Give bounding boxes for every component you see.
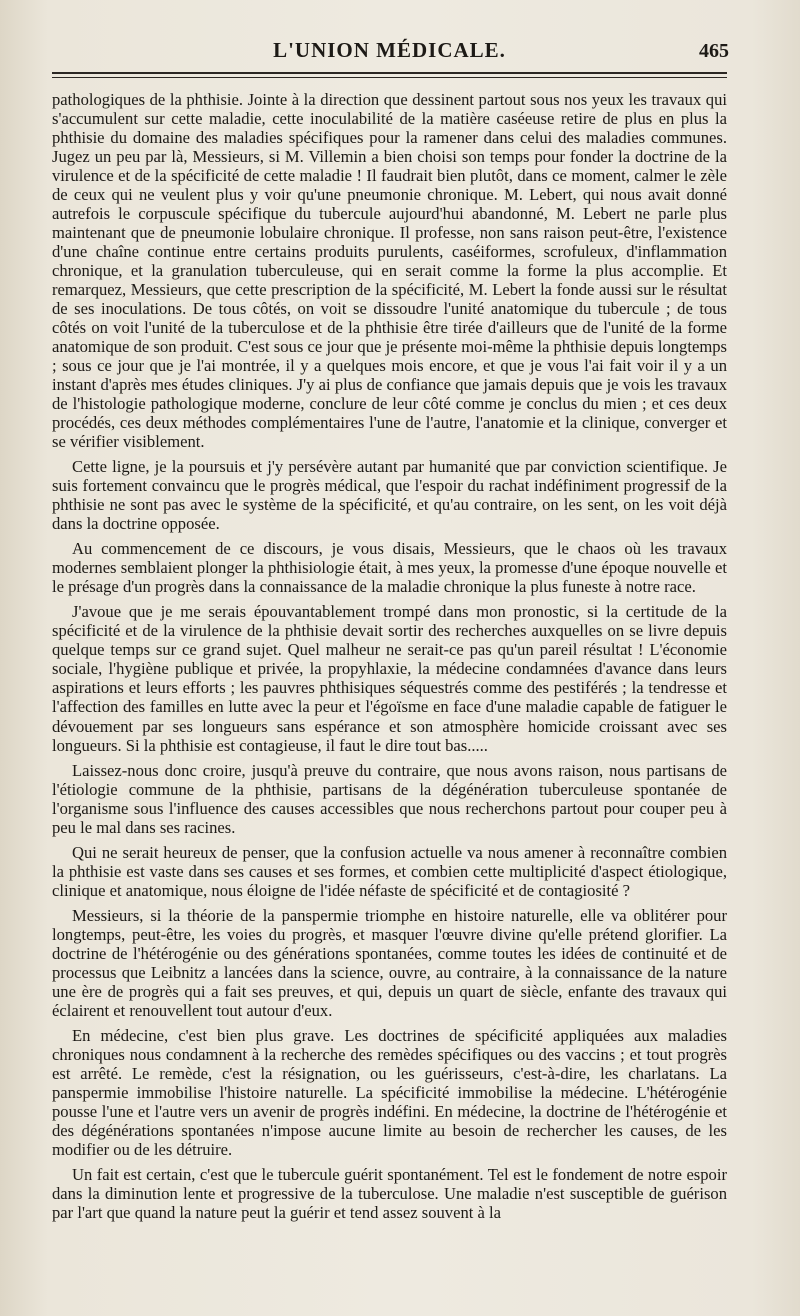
paragraph: Laissez-nous donc croire, jusqu'à preuve du contraire, que nous avons raison, nous partisans de l'étiologie commune de la phthisie, partisans de la dégénération tuberculeuse spontanée de l'organisme sous l'influence des causes accessibles que nous recherchons partout pour couper peu à peu le mal dans ses racines. xyxy=(52,760,727,837)
header-rule xyxy=(52,77,727,78)
paragraph: En médecine, c'est bien plus grave. Les doctrines de spécificité appliquées aux maladies chroniques nous condamnent à la recherche des remèdes spécifiques ou des vaccins ; et tout progrès est arrêté. Le remède, c'est la résignation, ou les guérisseurs, c'est-à-dire, les charlatans. La panspermie immobilise l'histoire naturelle. La spécificité immobilise la médecine. L'hétérogénie pousse l'une et l'autre vers un avenir de progrès indéfini. En médecine, la doctrine de l'hétérogénie et des dégénérations spontanées n'impose aucune limite au besoin de rechercher les causes, de les modifier ou de les détruire. xyxy=(52,1025,727,1159)
page-number: 465 xyxy=(699,40,729,62)
running-header xyxy=(52,0,727,74)
paragraph: pathologiques de la phthisie. Jointe à la direction que dessinent partout sous nos yeux les travaux qui s'accumulent sur cette maladie, cette inoculabilité de la matière caséeuse retire de plus en plus la phthisie du domaine des maladies spécifiques pour la ramener dans celui des maladies communes. Jugez un peu par là, Messieurs, si M. Villemin a bien choisi son temps pour fonder la doctrine de la virulence et de la spécificité de cette maladie ! Il faudrait bien plutôt, dans ce moment, calmer le zèle de ceux qui ne veulent plus y voir qu'une pneumonie chronique. M. Lebert, qui nous avait donné autrefois le corpuscule spécifique du tubercule aujourd'hui abandonné, M. Lebert ne parle plus maintenant que de pneumonie lobulaire chronique. Il professe, non sans raison peut-être, l'existence d'une chaîne continue entre certains produits purulents, caséiformes, scrofuleux, d'inflammation chronique, et la granulation tuberculeuse, qui en serait comme la forme la plus accomplie. Et remarquez, Messieurs, que cette prescription de la spécificité, M. Lebert la fonde aussi sur le résultat de ses inoculations. De tous côtés, on voit se dissoudre l'unité anatomique du tubercule ; de tous côtés on voit l'unité de la tuberculose et de la phthisie être tirée d'ailleurs que de l'unité de la forme anatomique de son produit. C'est sous ce jour que je présente moi-même la phthisie depuis longtemps ; sous ce jour que je l'ai montrée, il y a quelques mois encore, et que je vous l'ai fait voir il y a un instant d'après mes études cliniques. J'y ai plus de confiance que jamais depuis que je vois les travaux de l'histologie pathologique moderne, conclure de leur côté comme je conclus du mien ; et ces deux procédés, ces deux méthodes complémentaires l'une de l'autre, l'anatomie et la clinique, converger et se vérifier visiblement. xyxy=(52,90,727,452)
paragraph: Un fait est certain, c'est que le tubercule guérit spontanément. Tel est le fondement de notre espoir dans la diminution lente et progressive de la tuberculose. Une maladie n'est susceptible de guérison par l'art que quand la nature peut la guérir et tend assez souvent à la xyxy=(52,1164,727,1222)
running-title: L'UNION MÉDICALE. xyxy=(273,38,506,62)
paragraph: Qui ne serait heureux de penser, que la confusion actuelle va nous amener à reconnaître combien la phthisie est vaste dans ses causes et ses formes, et combien cette multiplicité d'aspect étiologique, clinique et anatomique, nous éloigne de l'idée néfaste de spécificité et de contagiosité ? xyxy=(52,842,727,900)
paragraph: Cette ligne, je la poursuis et j'y persévère autant par humanité que par conviction scientifique. Je suis fortement convaincu que le progrès médical, que l'espoir du rachat indéfiniment progressif de la phthisie ne sont pas avec le système de la spécificité, et qu'au contraire, on les sent, on les voit déjà dans la doctrine opposée. xyxy=(52,457,727,534)
paragraph: Messieurs, si la théorie de la panspermie triomphe en histoire naturelle, elle va oblitérer pour longtemps, peut-être, les voies du progrès, et masquer l'œuvre divine qu'elle prétend glorifier. La doctrine de l'hétérogénie ou des générations spontanées, comme toutes les idées de continuité et de processus que Leibnitz a lancées dans la science, ouvre, au contraire, à la connaissance de la nature une ère de progrès qui a fait ses preuves, et qui, depuis un quart de siècle, enfante des travaux qui éclairent et renouvellent tout autour d'eux. xyxy=(52,905,727,1020)
paragraph: J'avoue que je me serais épouvantablement trompé dans mon pronostic, si la certitude de la spécificité et de la virulence de la phthisie devait sortir des recherches auxquelles on se livre depuis quelque temps sur ce grand sujet. Quel malheur ne serait-ce pas qu'un pareil résultat ! L'économie sociale, l'hygiène publique et privée, la propyhlaxie, la médecine condamnées d'avance dans leurs aspirations et leurs efforts ; les pauvres phthisiques séquestrés comme des pestiférés ; la tendresse et l'affection des familles en lutte avec la peur et l'égoïsme en face d'une maladie capable de fatiguer le dévouement par ses longueurs sans espérance et son atmosphère homicide croissant avec ses longueurs. Si la phthisie est contagieuse, il faut le dire tout bas..... xyxy=(52,602,727,755)
body-text xyxy=(52,90,727,1222)
paragraph: Au commencement de ce discours, je vous disais, Messieurs, que le chaos où les travaux modernes semblaient plonger la phthisiologie était, à mes yeux, la promesse d'une époque nouvelle et le présage d'un progrès dans la connaissance de la maladie chronique la plus funeste à notre race. xyxy=(52,539,727,597)
